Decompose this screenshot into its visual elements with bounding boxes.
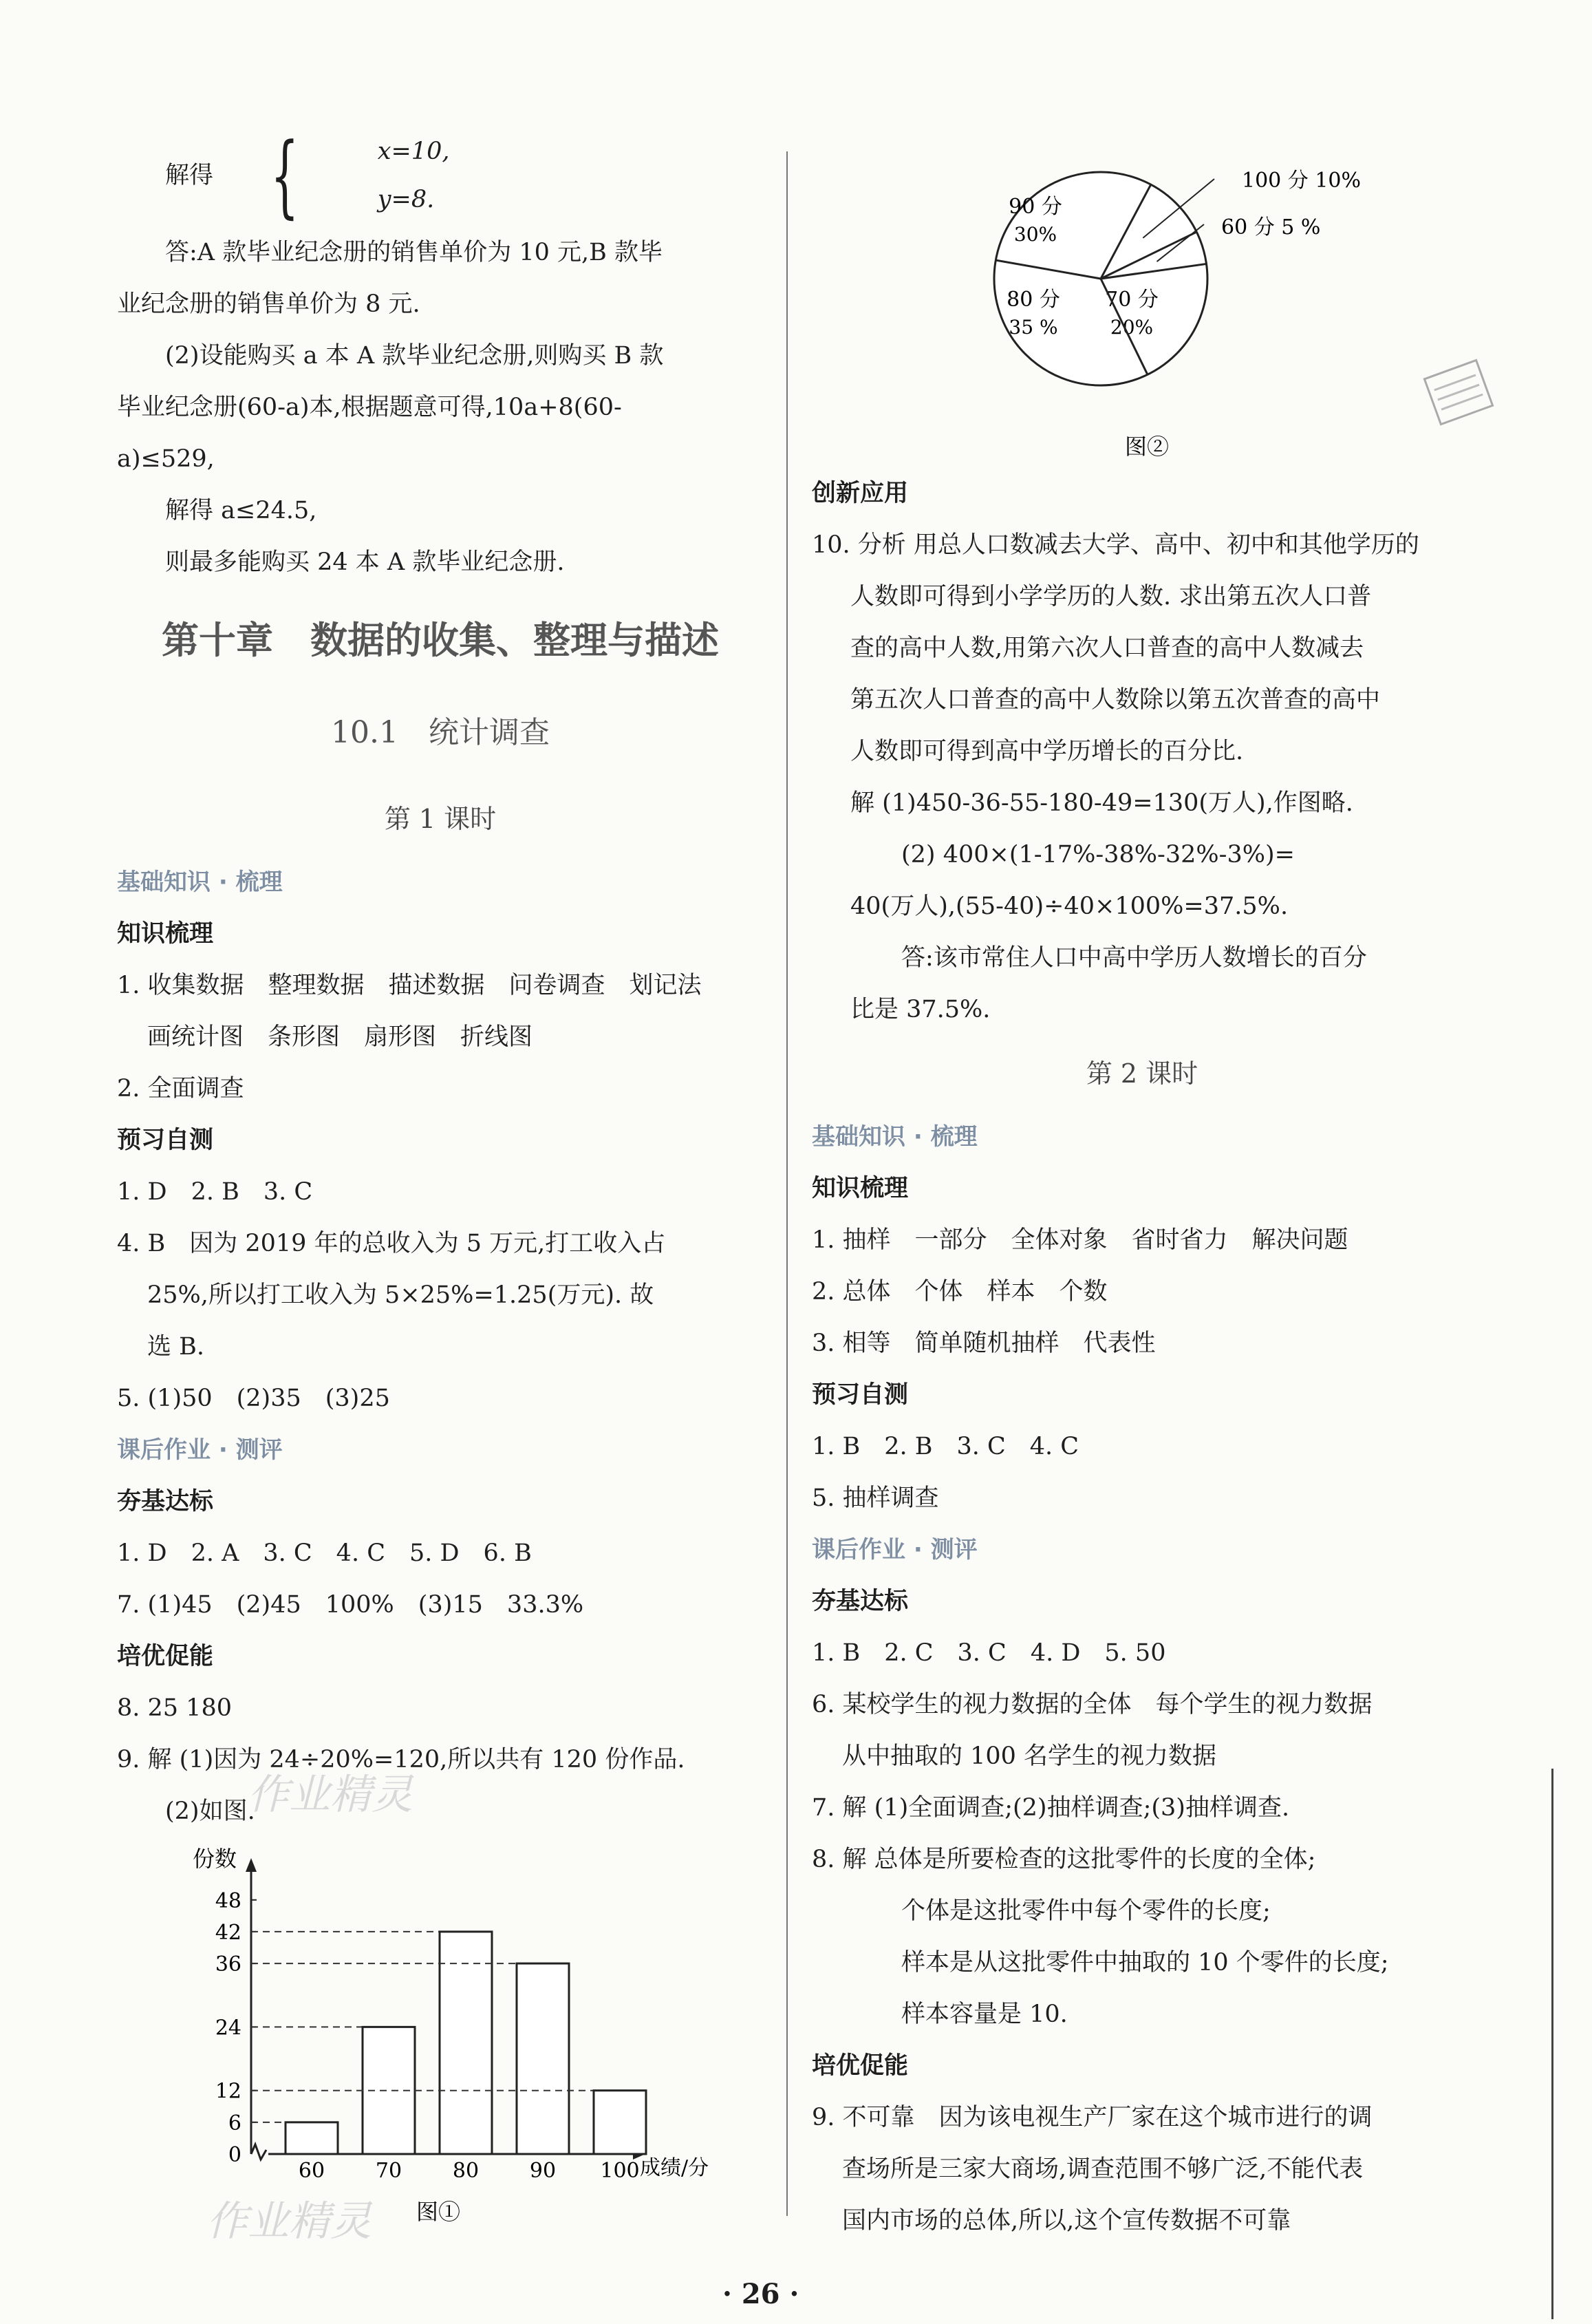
y-tick-label: 36 — [215, 1952, 241, 1977]
equation-y: y=8. — [377, 186, 435, 213]
answer-item: 9. 不可靠 因为该电视生产厂家在这个城市进行的调 — [812, 2104, 1373, 2131]
right-column — [812, 468, 1472, 2247]
answer-item: 1. 抽样 一部分 全体对象 省时省力 解决问题 — [812, 1226, 1348, 1254]
subsection-heading: 夯基达标 — [812, 1588, 909, 1615]
bar — [594, 2091, 646, 2154]
text-line: 人数即可得到高中学历增长的百分比. — [850, 738, 1244, 765]
slice-label: 70 分 — [1105, 288, 1159, 312]
answer-item: 7. 解 (1)全面调查;(2)抽样调查;(3)抽样调查. — [812, 1794, 1290, 1822]
text-line: 毕业纪念册(60-a)本,根据题意可得,10a+8(60- — [117, 394, 622, 421]
subsection-heading: 知识梳理 — [117, 920, 214, 948]
text-line: 比是 37.5%. — [850, 996, 991, 1023]
answer-item: 1. D 2. B 3. C — [117, 1178, 313, 1206]
answer-item: 5. 抽样调查 — [812, 1484, 939, 1512]
answer-item: 样本容量是 10. — [901, 2001, 1068, 2028]
text-line: 人数即可得到小学学历的人数. 求出第五次人口普 — [850, 583, 1372, 610]
answer-item: 国内市场的总体,所以,这个宣传数据不可靠 — [842, 2207, 1291, 2235]
answer-item: 8. 解 总体是所要检查的这批零件的长度的全体; — [812, 1846, 1316, 1873]
chart-title: 图① — [416, 2199, 461, 2225]
answer-item: 2. 全面调查 — [117, 1075, 244, 1102]
y-tick-label: 24 — [215, 2016, 241, 2040]
text-line: 第五次人口普查的高中人数除以第五次普查的高中 — [850, 686, 1381, 714]
text-line: 40(万人),(55-40)÷40×100%=37.5%. — [850, 893, 1289, 920]
stamp-icon — [1417, 351, 1500, 434]
bar — [440, 1932, 492, 2154]
section-heading: 课后作业 · 测评 — [812, 1536, 978, 1564]
answer-item: 1. D 2. A 3. C 4. C 5. D 6. B — [117, 1539, 532, 1567]
bar — [286, 2122, 338, 2154]
y-tick-label: 42 — [215, 1920, 241, 1945]
equation-system — [117, 124, 764, 227]
answer-item: 样本是从这批零件中抽取的 10 个零件的长度; — [901, 1949, 1389, 1976]
answer-item: 9. 解 (1)因为 24÷20%=120,所以共有 120 份作品. — [117, 1746, 685, 1773]
brace-symbol: { — [270, 123, 299, 228]
answer-item: 查场所是三家大商场,调查范围不够广泛,不能代表 — [842, 2155, 1364, 2183]
x-axis-label: 成绩/分 — [640, 2156, 709, 2180]
page-edge-line — [1551, 1769, 1553, 2319]
x-tick-label: 80 — [452, 2159, 480, 2183]
watermark: 作业精灵 — [206, 2197, 372, 2246]
y-axis-arrow — [246, 1858, 257, 1872]
answer-item: 8. 25 180 — [117, 1694, 232, 1722]
column-divider — [786, 151, 788, 2216]
answer-item: 5. (1)50 (2)35 (3)25 — [117, 1385, 390, 1412]
pie-chart — [977, 138, 1486, 495]
slice-percent: 35 % — [1009, 316, 1058, 339]
subsection-heading: 夯基达标 — [117, 1488, 214, 1515]
answer-item: 选 B. — [147, 1333, 204, 1361]
answer-item: 3. 相等 简单随机抽样 代表性 — [812, 1330, 1156, 1357]
x-tick-label: 100 — [600, 2159, 640, 2183]
subsection-heading: 培优促能 — [117, 1643, 214, 1670]
answer-item: 6. 某校学生的视力数据的全体 每个学生的视力数据 — [812, 1691, 1373, 1718]
x-tick-label: 60 — [298, 2159, 325, 2183]
page-number: · 26 · — [722, 2278, 799, 2310]
text-line: 解 (1)450-36-55-180-49=130(万人),作图略. — [850, 789, 1353, 817]
answer-item: (2)如图. — [165, 1798, 255, 1825]
slice-label: 60 分 5 % — [1221, 215, 1321, 239]
answer-item: 1. 收集数据 整理数据 描述数据 问卷调查 划记法 — [117, 972, 702, 999]
y-tick-label: 12 — [215, 2079, 241, 2104]
section-heading: 基础知识 · 梳理 — [812, 1123, 978, 1151]
subsection-heading: 知识梳理 — [812, 1175, 909, 1202]
text-line: 解得 a≤24.5, — [165, 497, 317, 524]
y-axis-label: 份数 — [193, 1846, 237, 1872]
answer-item: 1. B 2. C 3. C 4. D 5. 50 — [812, 1639, 1166, 1667]
section-title: 10.1 统计调查 — [331, 715, 550, 750]
text-line: 答:该市常住人口中高中学历人数增长的百分 — [901, 944, 1367, 972]
y-tick-label: 6 — [228, 2111, 241, 2135]
answer-item: 2. 总体 个体 样本 个数 — [812, 1278, 1108, 1305]
answer-item: 1. B 2. B 3. C 4. C — [812, 1433, 1079, 1460]
equation-x: x=10, — [377, 138, 450, 165]
x-tick-label: 90 — [529, 2159, 557, 2183]
text-line: a)≤529, — [117, 445, 215, 473]
solve-label: 解得 — [165, 161, 214, 189]
text-line: (2)设能购买 a 本 A 款毕业纪念册,则购买 B 款 — [165, 342, 664, 370]
text-line: 则最多能购买 24 本 A 款毕业纪念册. — [165, 548, 565, 576]
answer-item: 画统计图 条形图 扇形图 折线图 — [147, 1023, 533, 1051]
chart-title: 图② — [1125, 434, 1170, 460]
lesson-title: 第 2 课时 — [1086, 1058, 1198, 1089]
text-line: 查的高中人数,用第六次人口普查的高中人数减去 — [850, 635, 1364, 662]
subsection-heading: 预习自测 — [117, 1127, 214, 1154]
section-heading: 基础知识 · 梳理 — [117, 868, 283, 896]
text-line: (2) 400×(1-17%-38%-32%-3%)= — [901, 841, 1295, 868]
answer-item: 4. B 因为 2019 年的总收入为 5 万元,打工收入占 — [117, 1230, 666, 1257]
left-column — [117, 124, 764, 1837]
text-line: 10. 分析 用总人口数减去大学、高中、初中和其他学历的 — [812, 531, 1419, 559]
slice-percent: 20% — [1110, 316, 1154, 339]
slice-label: 90 分 — [1009, 195, 1062, 219]
slice-label: 80 分 — [1007, 288, 1060, 312]
answer-line: 答:A 款毕业纪念册的销售单价为 10 元,B 款毕 — [165, 239, 663, 266]
answer-item: 25%,所以打工收入为 5×25%=1.25(万元). 故 — [147, 1281, 654, 1309]
bar-chart — [165, 1844, 743, 2230]
answer-item: 个体是这批零件中每个零件的长度; — [901, 1897, 1271, 1925]
y-tick-label: 0 — [228, 2143, 241, 2167]
subsection-heading: 培优促能 — [812, 2052, 909, 2080]
axis-break — [251, 2144, 266, 2160]
watermark: 作业精灵 — [248, 1771, 413, 1819]
bar — [517, 1963, 569, 2154]
subsection-heading: 预习自测 — [812, 1381, 909, 1409]
slice-label: 100 分 10% — [1242, 169, 1362, 193]
answer-item: 7. (1)45 (2)45 100% (3)15 33.3% — [117, 1591, 584, 1619]
chapter-title: 第十章 数据的收集、整理与描述 — [162, 618, 719, 662]
x-tick-label: 70 — [375, 2159, 402, 2183]
slice-percent: 30% — [1013, 223, 1057, 246]
section-heading: 课后作业 · 测评 — [117, 1436, 283, 1464]
y-tick-label: 48 — [215, 1888, 241, 1913]
answer-line: 业纪念册的销售单价为 8 元. — [117, 290, 420, 318]
answer-item: 从中抽取的 100 名学生的视力数据 — [842, 1742, 1217, 1770]
subsection-heading: 创新应用 — [812, 480, 909, 507]
lesson-title: 第 1 课时 — [384, 804, 497, 834]
